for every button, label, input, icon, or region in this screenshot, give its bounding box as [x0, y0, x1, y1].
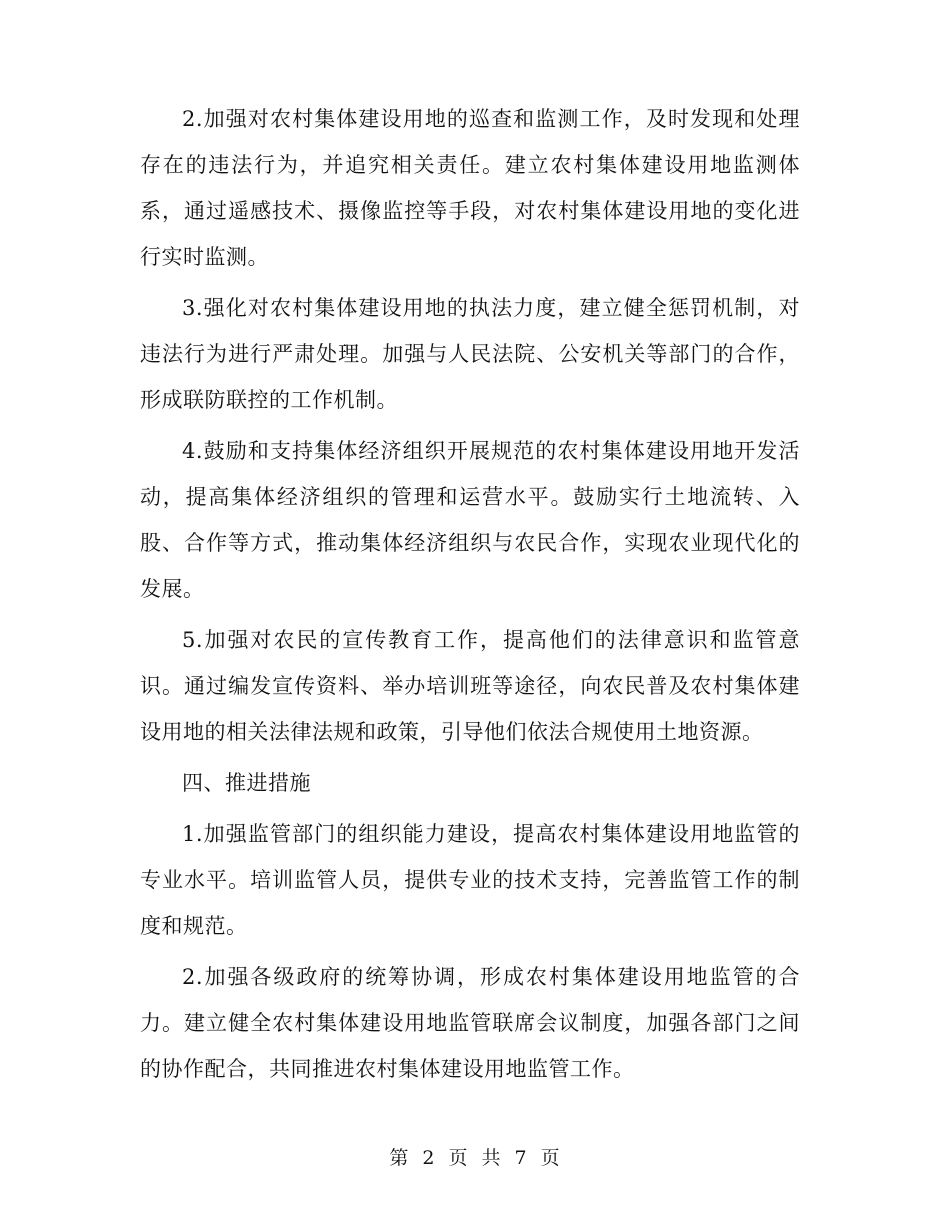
section-heading: 四、推进措施 — [182, 771, 311, 795]
paragraph-4: 4.鼓励和支持集体经济组织开展规范的农村集体建设用地开发活动，提高集体经济组织的管理和运营水平。鼓励实行土地流转、入股、合作等方式，推动集体经济组织与农民合作，实现农业现代化的发展。 — [140, 439, 800, 601]
paragraph-5: 5.加强对农民的宣传教育工作，提高他们的法律意识和监管意识。通过编发宣传资料、举办培训班等途径，向农民普及农村集体建设用地的相关法律法规和政策，引导他们依法合规使用土地资源。 — [140, 628, 800, 744]
measure-2: 2.加强各级政府的统筹协调，形成农村集体建设用地监管的合力。建立健全农村集体建设用地监管联席会议制度，加强各部门之间的协作配合，共同推进农村集体建设用地监管工作。 — [140, 965, 800, 1081]
paragraph-2: 2.加强对农村集体建设用地的巡查和监测工作，及时发现和处理存在的违法行为，并追究相关责任。建立农村集体建设用地监测体系，通过遥感技术、摄像监控等手段，对农村集体建设用地的变化进行实时监测。 — [140, 107, 800, 269]
page-number-footer: 第 2 页 共 7 页 — [389, 1147, 561, 1169]
paragraph-3: 3.强化对农村集体建设用地的执法力度，建立健全惩罚机制，对违法行为进行严肃处理。加强与人民法院、公安机关等部门的合作，形成联防联控的工作机制。 — [140, 296, 800, 412]
document-body — [140, 96, 800, 1097]
measure-1: 1.加强监管部门的组织能力建设，提高农村集体建设用地监管的专业水平。培训监管人员，提供专业的技术支持，完善监管工作的制度和规范。 — [140, 822, 800, 938]
